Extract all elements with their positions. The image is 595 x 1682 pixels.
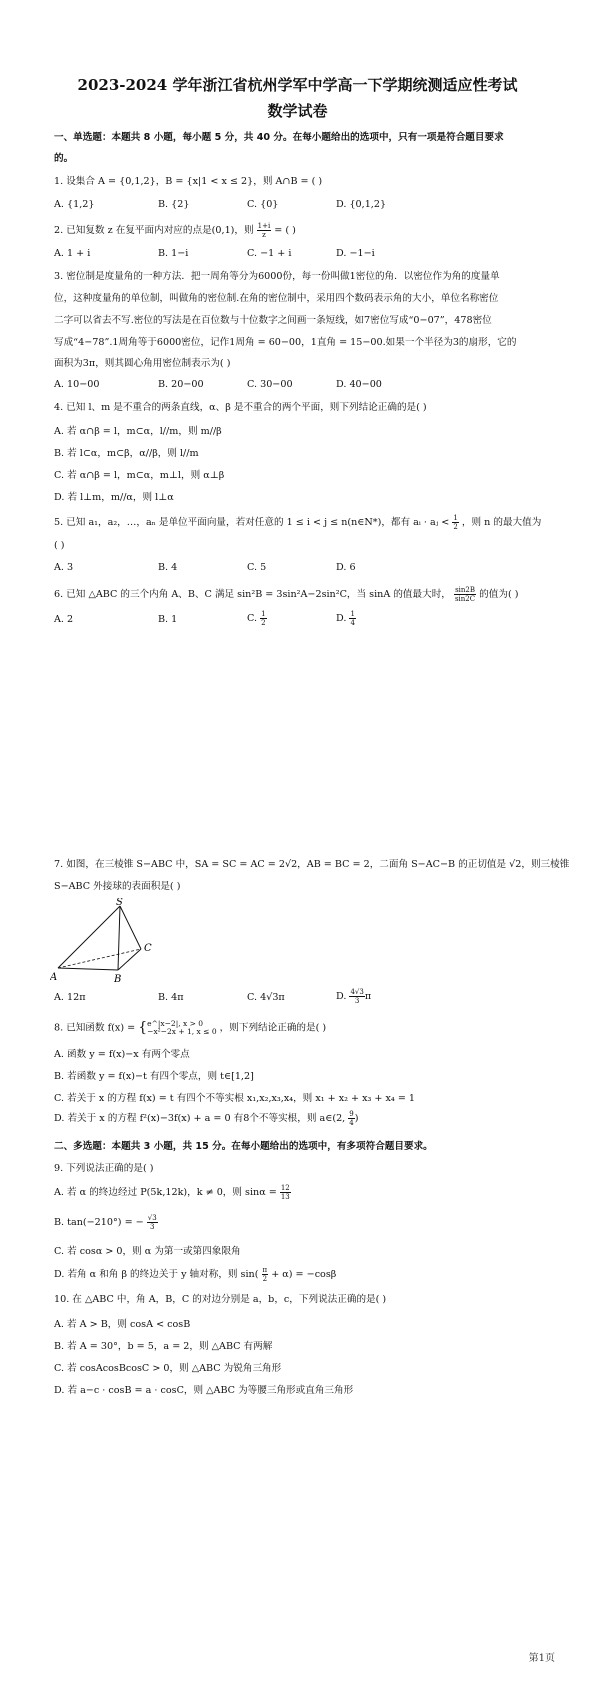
q9-option-b-text: B. tan(−210°) = −	[54, 1217, 144, 1228]
q8-option-b: B. 若函数 y = f(x)−t 有四个零点，则 t∈[1,2]	[54, 1071, 254, 1082]
q7-stem-line1: 7. 如图，在三棱锥 S−ABC 中，SA = SC = AC = 2√2，AB = BC = 2，二面角 S−AC−B 的正切值是 √2，则三棱锥	[54, 859, 570, 870]
q2-option-d: D. −1−i	[336, 248, 375, 259]
q6-option-d-den: 4	[350, 619, 355, 627]
vertex-a-label: A	[50, 972, 58, 983]
q5-option-a: A. 3	[54, 562, 74, 573]
q6-fraction	[454, 586, 476, 603]
q10-option-d: D. 若 a−c · cosB = a · cosC，则 △ABC 为等腰三角形或直角三角形	[54, 1385, 354, 1396]
q8-piece1: e^|x−2|, x > 0	[147, 1019, 204, 1028]
q9-option-a-text: A. 若 α 的终边经过 P(5k,12k)，k ≠ 0，则 sinα =	[54, 1187, 277, 1198]
edge-sa	[58, 906, 120, 968]
q6-option-b: B. 1	[158, 614, 178, 625]
q9-option-d-text-a: D. 若角 α 和角 β 的终边关于 y 轴对称，则 sin(	[54, 1269, 259, 1280]
q4-option-c: C. 若 α∩β = l，m⊂α，m⊥l，则 α⊥β	[54, 470, 225, 481]
q7-option-a: A. 12π	[54, 992, 86, 1003]
q6-option-a: A. 2	[54, 614, 74, 625]
q3-stem-line1: 3. 密位制是度量角的一种方法．把一周角等分为6000份，每一份叫做1密位的角．以密位作为角的度量单	[54, 271, 500, 282]
q9-option-b-den: 3	[150, 1223, 155, 1231]
page-footer: 第1页	[528, 1653, 555, 1664]
q10-option-c: C. 若 cosAcosBcosC > 0，则 △ABC 为锐角三角形	[54, 1363, 282, 1374]
q10-stem: 10. 在 △ABC 中，角 A，B，C 的对边分别是 a，b，c，下列说法正确的是( )	[54, 1294, 387, 1305]
q5-stem-cont: ( )	[54, 540, 65, 551]
q2-frac-den: z	[262, 231, 266, 239]
q1-option-b: B. {2}	[158, 199, 190, 210]
q4-option-a: A. 若 α∩β = l，m⊂α，l//m，则 m//β	[54, 426, 222, 437]
q6-frac-den: sin2C	[454, 595, 476, 603]
q7-option-c: C. 4√3π	[247, 992, 285, 1003]
q8-option-d-den: 4	[349, 1119, 354, 1127]
q1-option-d: D. {0,1,2}	[336, 199, 387, 210]
q6-option-d-num: 1	[350, 610, 355, 618]
q6-option-c-label: C.	[247, 613, 258, 624]
q9-option-a-num: 12	[280, 1184, 290, 1192]
q8-stem-a: 8. 已知函数 f(x) =	[54, 1022, 136, 1034]
q8-piece2: −x²−2x + 1, x ≤ 0	[147, 1027, 217, 1036]
q9-option-a-fraction	[280, 1184, 291, 1201]
q8-option-c: C. 若关于 x 的方程 f(x) = t 有四个不等实根 x₁,x₂,x₃,x₄，则 x₁ + x₂ + x₃ + x₄ = 1	[54, 1093, 416, 1104]
q2-option-b: B. 1−i	[158, 248, 189, 259]
q8-stem	[54, 1020, 554, 1036]
q5-fraction	[452, 514, 458, 531]
section2-heading: 二、多选题：本题共 3 小题，共 15 分。在每小题给出的选项中，有多项符合题目要求。	[54, 1141, 433, 1152]
q4-option-b: B. 若 l⊂α，m⊂β，α//β，则 l//m	[54, 448, 199, 459]
q6-option-d-label: D.	[336, 613, 347, 624]
q5-option-d: D. 6	[336, 562, 356, 573]
q8-option-d	[54, 1110, 359, 1127]
q3-stem-line2: 位，这种度量角的单位制，叫做角的密位制.在角的密位制中，采用四个数码表示角的大小，单位名称密位	[54, 293, 499, 304]
q5-frac-num: 1	[453, 514, 458, 522]
section1-heading-cont: 的。	[54, 153, 74, 164]
q5-stem-b: ，则 n 的最大值为	[461, 517, 542, 528]
q8-piecewise	[147, 1020, 216, 1036]
q2-option-c: C. −1 + i	[247, 248, 292, 259]
q6-option-c	[247, 610, 267, 627]
q8-option-d-tail: )	[354, 1113, 359, 1124]
q9-option-d-num: π	[262, 1266, 268, 1274]
q6-option-c-num: 1	[261, 610, 266, 618]
q4-stem: 4. 已知 l、m 是不重合的两条直线，α、β 是不重合的两个平面，则下列结论正确的是( )	[54, 402, 427, 413]
q9-stem: 9. 下列说法正确的是( )	[54, 1163, 154, 1174]
q8-stem-b: ，则下列结论正确的是( )	[219, 1022, 327, 1034]
q2-stem-a: 2. 已知复数 z 在复平面内对应的点是(0,1)，则	[54, 225, 254, 236]
q3-option-c: C. 30−00	[247, 379, 293, 390]
q9-option-d	[54, 1266, 336, 1283]
q9-option-a-den: 13	[280, 1193, 290, 1201]
q5-option-c: C. 5	[247, 562, 267, 573]
q8-option-a: A. 函数 y = f(x)−x 有两个零点	[54, 1049, 190, 1060]
vertex-c-label: C	[144, 943, 152, 954]
q1-stem: 1. 设集合 A = {0,1,2}，B = {x|1 < x ≤ 2}，则 A∩B = ( )	[54, 176, 323, 187]
q2-stem	[54, 222, 554, 239]
edge-bc	[118, 949, 141, 970]
q6-stem-a: 6. 已知 △ABC 的三个内角 A、B、C 满足 sin²B = 3sin²A−2sin²C，当 sinA 的值最大时，	[54, 589, 451, 600]
q9-option-b-fraction	[147, 1214, 158, 1231]
q9-option-b-num: √3	[147, 1214, 157, 1222]
edge-sc	[120, 906, 141, 949]
q3-option-a: A. 10−00	[54, 379, 100, 390]
vertex-b-label: B	[114, 974, 122, 984]
q3-stem-line4: 写成“4−78”.1周角等于6000密位，记作1周角 = 60−00，1直角 = 15−00.如果一个半径为3的扇形，它的	[54, 337, 517, 348]
q3-option-d: D. 40−00	[336, 379, 382, 390]
q6-frac-num: sin2B	[455, 586, 475, 594]
q7-option-d-fraction	[349, 988, 364, 1005]
q5-option-b: B. 4	[158, 562, 178, 573]
q7-option-d-num: 4√3	[350, 988, 364, 996]
q5-frac-den: 2	[453, 523, 458, 531]
section1-heading: 一、单选题：本题共 8 小题，每小题 5 分，共 40 分。在每小题给出的选项中，只有一项是符合题目要求	[54, 132, 504, 143]
q2-frac-num: 1+i	[257, 222, 271, 230]
edge-ab	[58, 968, 118, 970]
q5-stem	[54, 514, 554, 531]
q6-option-c-den: 2	[261, 619, 266, 627]
q9-option-c: C. 若 cosα > 0，则 α 为第一或第四象限角	[54, 1246, 241, 1257]
q6-stem-b: 的值为( )	[479, 589, 519, 600]
q6-option-c-fraction	[260, 610, 266, 627]
q9-option-a	[54, 1184, 291, 1201]
edge-ac-hidden	[58, 949, 141, 968]
vertex-s-label: S	[116, 898, 123, 908]
q9-option-d-text-b: + α) = −cosβ	[271, 1269, 337, 1280]
q4-option-d: D. 若 l⊥m，m//α，则 l⊥α	[54, 492, 174, 503]
q7-option-d-den: 3	[354, 997, 360, 1005]
q7-option-d	[336, 988, 371, 1005]
q9-option-d-den: 2	[262, 1275, 268, 1283]
q6-option-d	[336, 610, 356, 627]
q10-option-b: B. 若 A = 30°，b = 5，a = 2，则 △ABC 有两解	[54, 1341, 273, 1352]
edge-sb	[118, 906, 120, 970]
q8-brace-icon: {	[138, 1019, 148, 1036]
q1-option-a: A. {1,2}	[54, 199, 95, 210]
q8-option-d-num: 9	[349, 1110, 354, 1118]
q7-stem-line2: S−ABC 外接球的表面积是( )	[54, 881, 181, 892]
q5-stem-a: 5. 已知 a₁，a₂，…，aₙ 是单位平面向量，若对任意的 1 ≤ i < j ≤ n(n∈N*)，都有 aᵢ · aⱼ <	[54, 517, 450, 528]
q7-option-b: B. 4π	[158, 992, 184, 1003]
q2-stem-b: = ( )	[274, 225, 296, 236]
q6-stem	[54, 586, 554, 603]
q7-option-d-label: D.	[336, 991, 347, 1002]
q3-stem-line5: 面积为3π，则其圆心角用密位制表示为( )	[54, 358, 231, 369]
exam-subtitle: 数学试卷	[267, 102, 328, 120]
q10-option-a: A. 若 A > B，则 cosA < cosB	[54, 1319, 191, 1330]
q8-option-d-text: D. 若关于 x 的方程 f²(x)−3f(x) + a = 0 有8个不等实根，则 a∈(2,	[54, 1113, 346, 1124]
exam-title: 2023-2024 学年浙江省杭州学军中学高一下学期统测适应性考试	[77, 76, 518, 94]
q9-option-b	[54, 1214, 158, 1231]
q7-pyramid-figure	[50, 898, 160, 984]
q3-option-b: B. 20−00	[158, 379, 204, 390]
q1-option-c: C. {0}	[247, 199, 279, 210]
q2-option-a: A. 1 + i	[54, 248, 91, 259]
q7-option-d-tail: π	[364, 991, 372, 1002]
q2-fraction	[257, 222, 272, 239]
q9-option-d-fraction	[262, 1266, 269, 1283]
q3-stem-line3: 二字可以省去不写.密位的写法是在百位数与十位数字之间画一条短线，如7密位写成“0−07”，478密位	[54, 315, 492, 326]
q6-option-d-fraction	[349, 610, 355, 627]
